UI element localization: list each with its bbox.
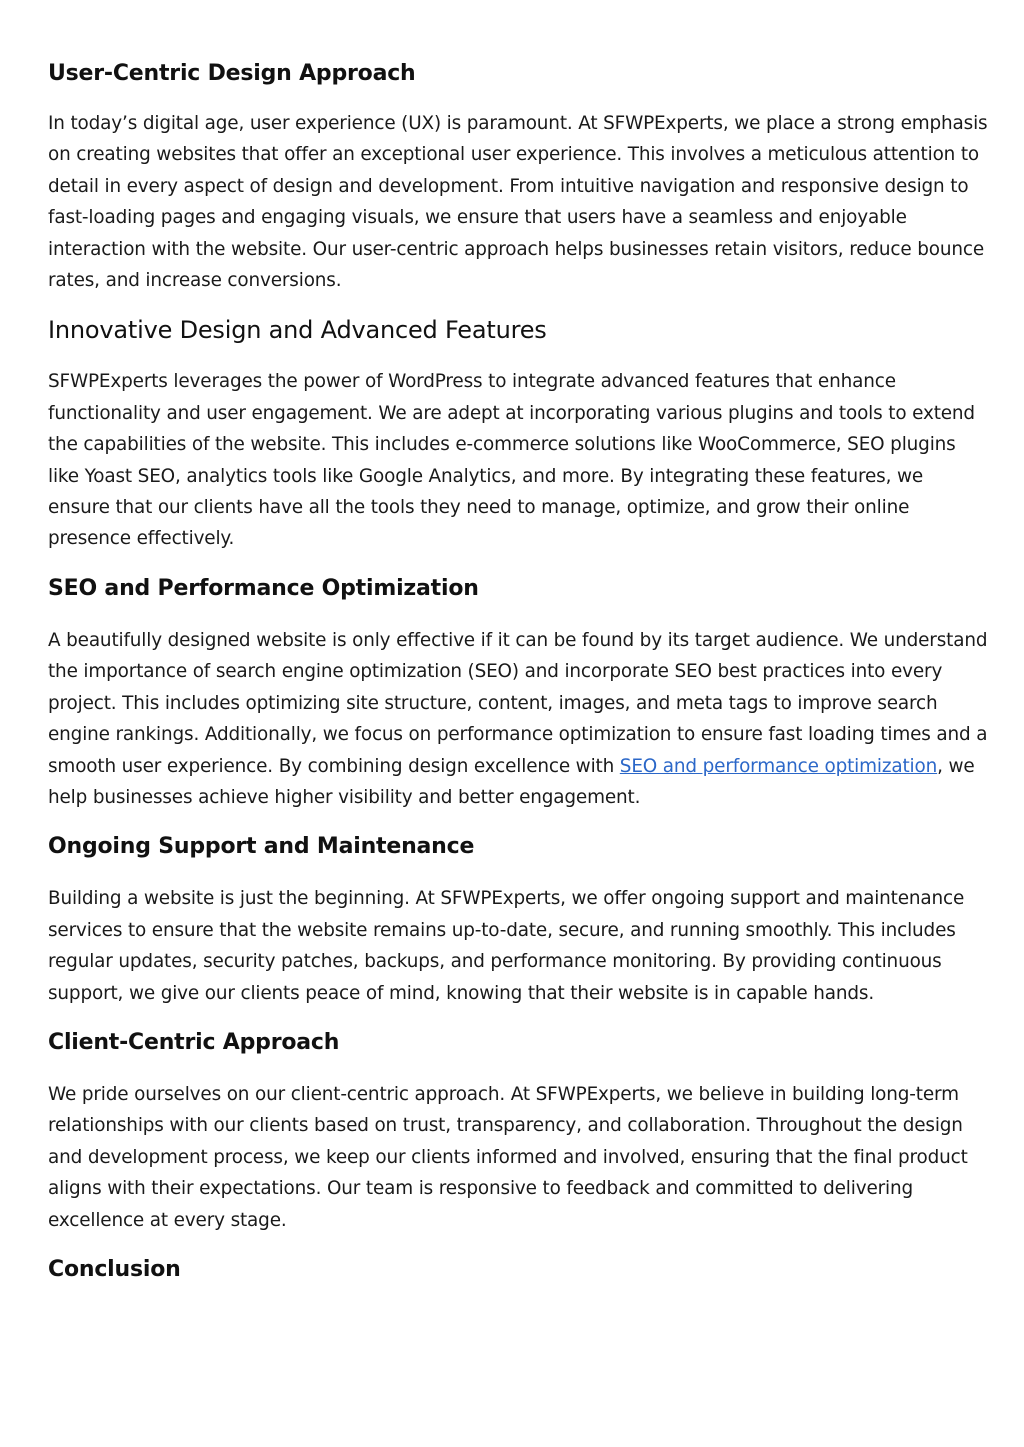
document-page	[48, 56, 988, 1306]
section-conclusion	[48, 1252, 988, 1288]
section-paragraph: We pride ourselves on our client-centric approach. At SFWPExperts, we believe in building long-term relationships with our clients based on trust, transparency, and collaboration. Throughout the design and development process, we keep our clients informed and involved, ensuring that the final product aligns with their expectations. Our team is responsive to feedback and committed to delivering excellence at every stage.	[48, 1083, 968, 1231]
paragraph-text-after-link: , we help businesses achieve higher visibility and better engagement.	[48, 755, 975, 808]
paragraph-text-before-link: A beautifully designed website is only effective if it can be found by its target audience. We understand the importance of search engine optimization (SEO) and incorporate SEO best practices into every project. This includes optimizing site structure, content, images, and meta tags to improve search engine rankings. Additionally, we focus on performance optimization to ensure fast loading times and a smooth user experience. By combining design excellence with	[48, 629, 988, 777]
section-heading: Conclusion	[48, 1256, 181, 1282]
section-ongoing-support	[48, 829, 988, 1009]
section-paragraph	[48, 625, 988, 813]
section-heading: Innovative Design and Advanced Features	[48, 316, 547, 345]
section-paragraph: In today’s digital age, user experience (UX) is paramount. At SFWPExperts, we place a strong emphasis on creating websites that offer an exceptional user experience. This involves a meticulous attention to detail in every aspect of design and development. From intuitive navigation and responsive design to fast-loading pages and engaging visuals, we ensure that users have a seamless and enjoyable interaction with the website. Our user-centric approach helps businesses retain visitors, reduce bounce rates, and increase conversions.	[48, 113, 988, 292]
section-seo-performance	[48, 571, 988, 813]
section-user-centric-design	[48, 56, 988, 296]
section-client-centric	[48, 1025, 988, 1236]
section-heading: Client-Centric Approach	[48, 1029, 340, 1055]
seo-performance-link[interactable]: SEO and performance optimization	[619, 755, 938, 777]
section-paragraph: Building a website is just the beginning. At SFWPExperts, we offer ongoing support and maintenance services to ensure that the website remains up-to-date, secure, and running smoothly. This includes regular updates, security patches, backups, and performance monitoring. By providing continuous support, we give our clients peace of mind, knowing that their website is in capable hands.	[48, 888, 965, 1004]
section-innovative-design	[48, 312, 988, 554]
section-paragraph: SFWPExperts leverages the power of WordPress to integrate advanced features that enhance functionality and user engagement. We are adept at incorporating various plugins and tools to extend the capabilities of the website. This includes e-commerce solutions like WooCommerce, SEO plugins like Yoast SEO, analytics tools like Google Analytics, and more. By integrating these features, we ensure that our clients have all the tools they need to manage, optimize, and grow their online presence effectively.	[48, 371, 975, 550]
section-heading: SEO and Performance Optimization	[48, 575, 479, 601]
section-heading: User-Centric Design Approach	[48, 61, 416, 86]
section-heading: Ongoing Support and Maintenance	[48, 834, 475, 860]
